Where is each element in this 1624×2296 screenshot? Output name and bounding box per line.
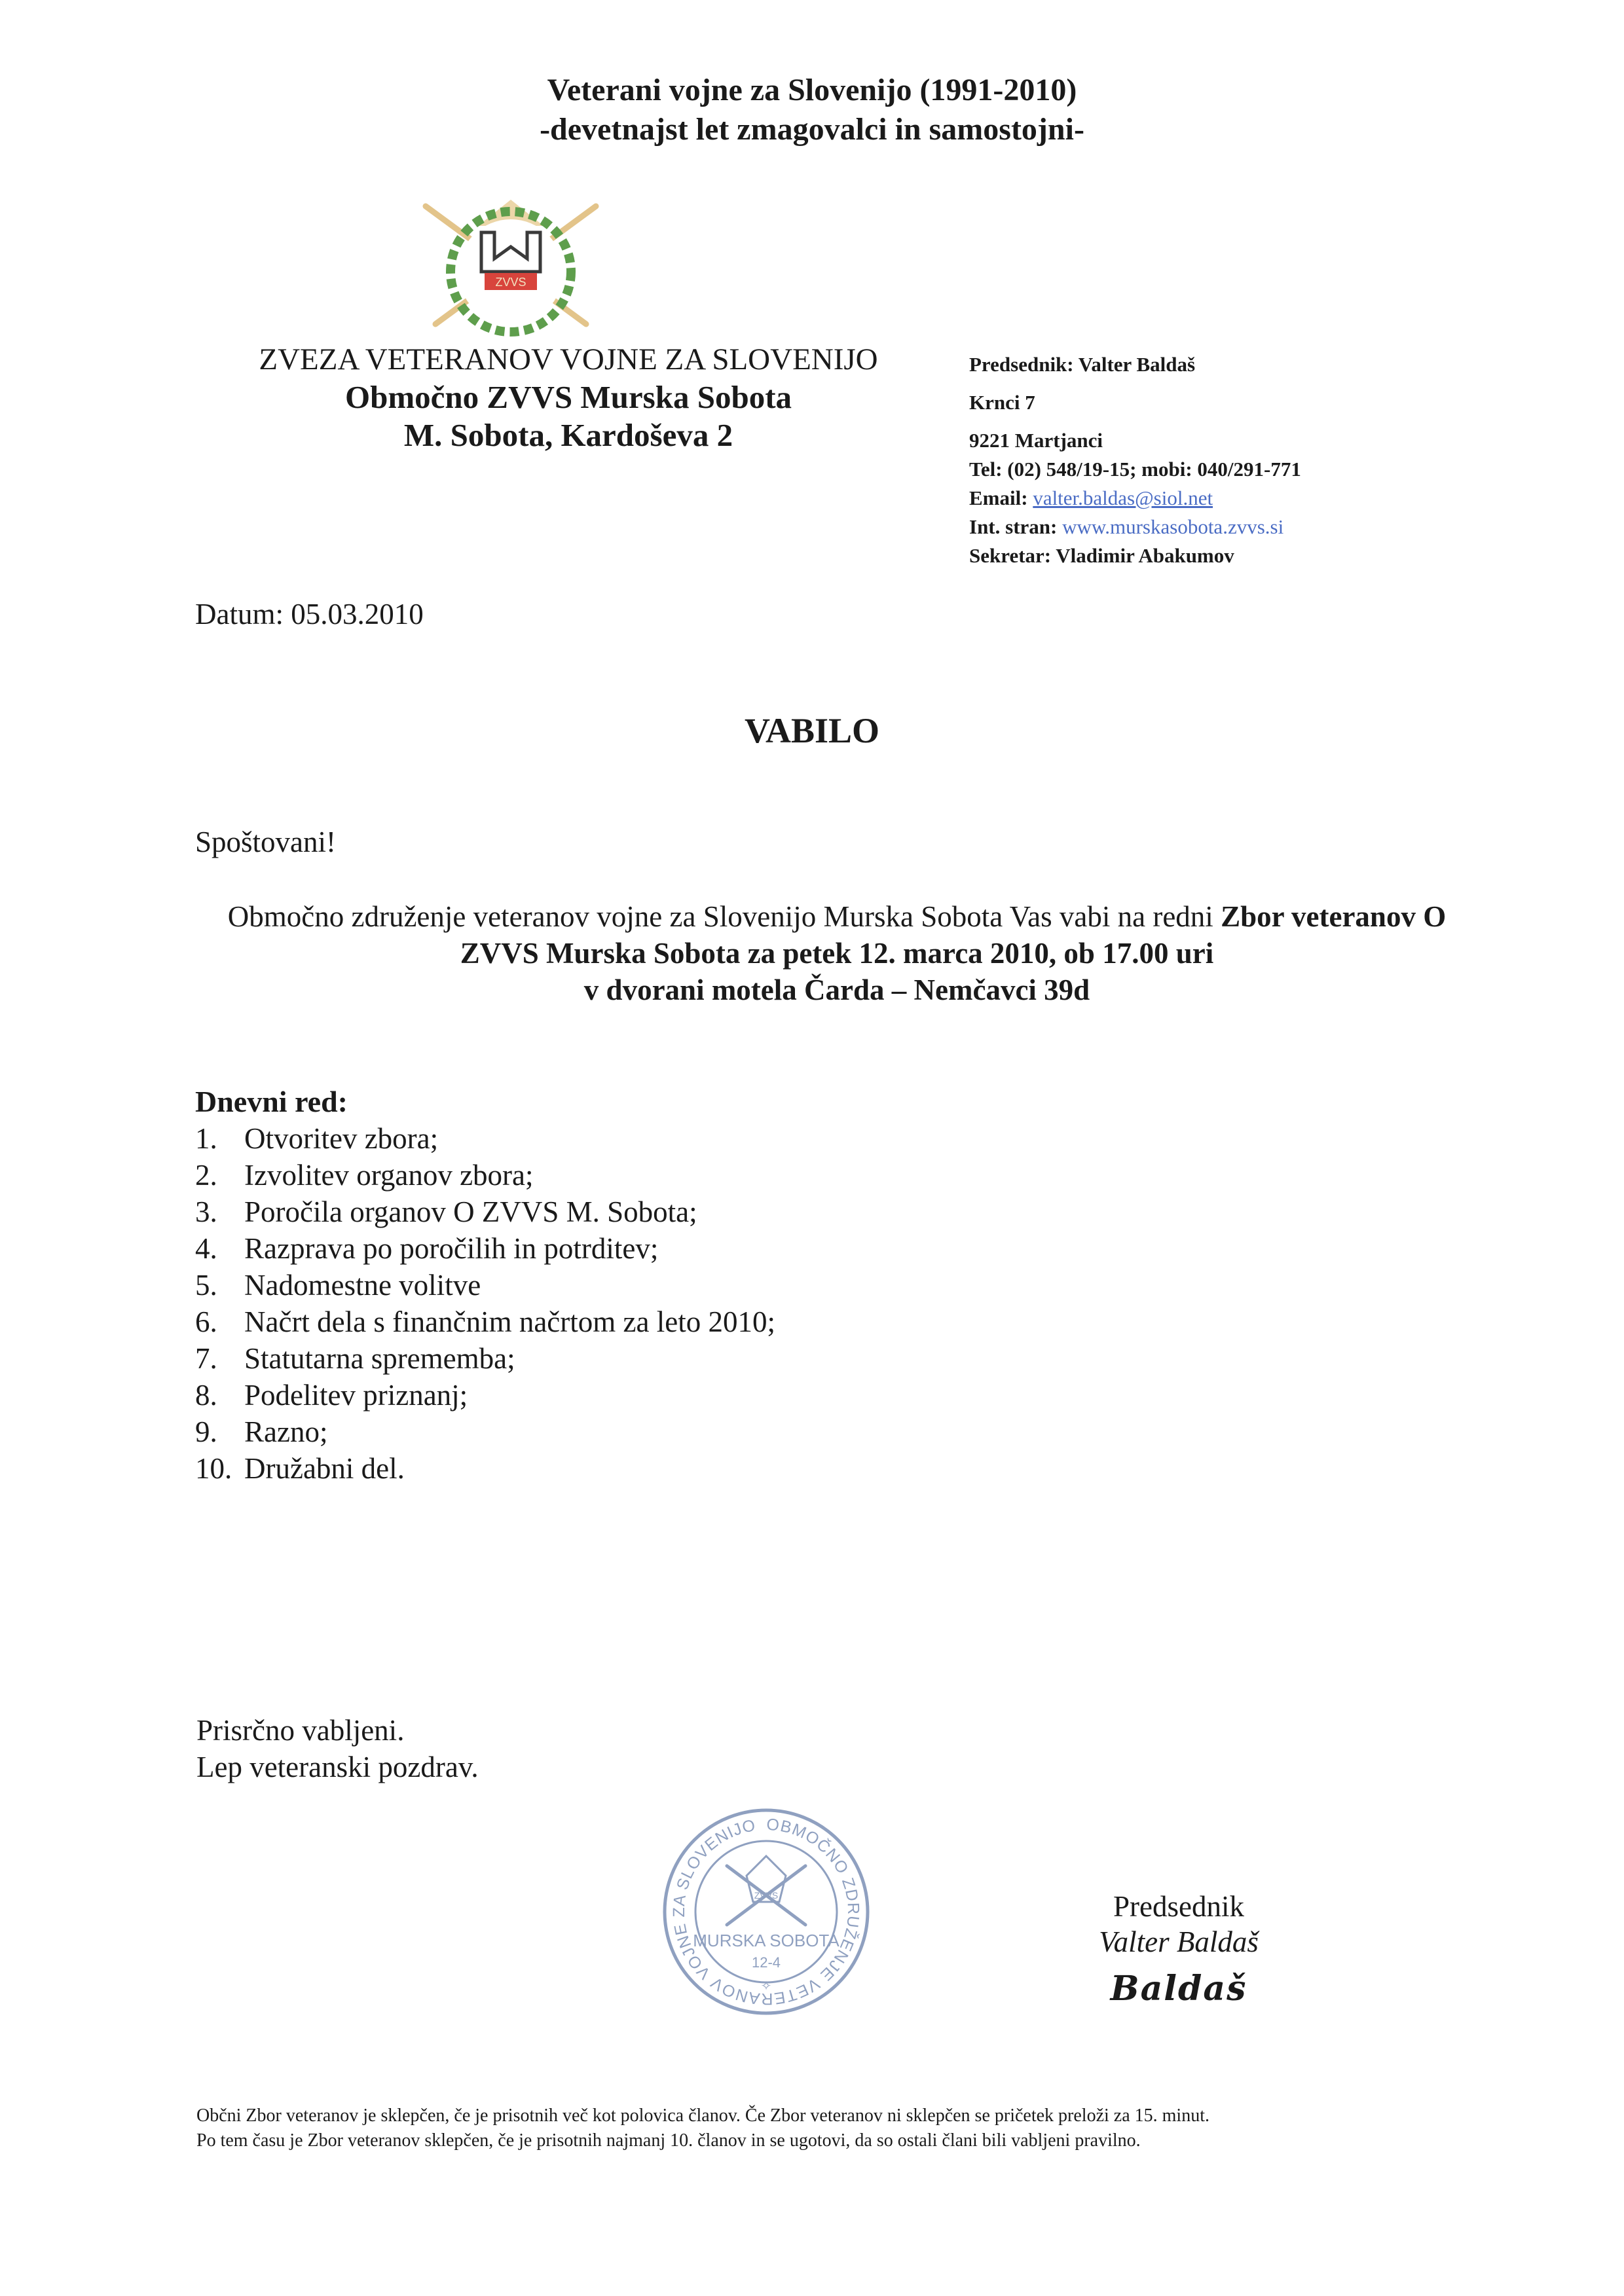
agenda-item-number: 10. (195, 1452, 232, 1485)
letter-header (0, 71, 1624, 149)
agenda-item (195, 1120, 1177, 1157)
agenda-list (195, 1120, 1177, 1487)
invitation-paragraph (195, 898, 1479, 1008)
agenda-item (195, 1267, 1177, 1303)
stamp-ring-text: OBMOČNO ZDRUŽENJE VETERANOV VOJNE ZA SLOVENIJO (669, 1815, 863, 2009)
web-label: Int. stran: (969, 515, 1063, 538)
agenda-item-number: 8. (195, 1379, 217, 1412)
intro-text: Območno združenje veteranov vojne za Slovenijo Murska Sobota Vas vabi na redni (227, 900, 1221, 933)
city-line: 9221 Martjanci (969, 429, 1103, 452)
agenda-item-number: 4. (195, 1232, 217, 1265)
letter-date: Datum: 05.03.2010 (195, 598, 424, 630)
agenda-title: Dnevni red: (195, 1085, 348, 1118)
president-line: Predsednik: Valter Baldaš (969, 353, 1196, 376)
signature-name: Valter Baldaš (1099, 1925, 1259, 1958)
organization-block (195, 340, 942, 454)
agenda-item (195, 1230, 1177, 1267)
agenda-item-text: Poročila organov O ZVVS M. Sobota; (244, 1195, 697, 1228)
signature-block (1080, 1889, 1277, 2007)
organization-branch: Območno ZVVS Murska Sobota (344, 379, 792, 415)
agenda-item-text: Otvoritev zbora; (244, 1122, 439, 1155)
organization-address: M. Sobota, Kardoševa 2 (403, 417, 733, 453)
zvvs-emblem-logo (413, 187, 609, 340)
footer-line-2: Po tem času je Zbor veteranov sklepčen, če je prisotnih najmanj 10. članov in se ugotovi, da so ostali člani bili vabljeni pravilno. (196, 2130, 1141, 2151)
stamp-badge-text: ZVVS (754, 1890, 779, 1901)
closing-line-1: Prisrčno vabljeni. (196, 1714, 405, 1747)
handwritten-signature: Baldaš (1110, 1969, 1247, 2009)
agenda-item-text: Razprava po poročilih in potrditev; (244, 1232, 659, 1265)
stamp-star-icon: ✧ (760, 1978, 772, 1994)
agenda-item-text: Razno; (244, 1415, 328, 1448)
organization-name: ZVEZA VETERANOV VOJNE ZA SLOVENIJO (259, 342, 878, 376)
agenda-item (195, 1194, 1177, 1230)
agenda-item (195, 1413, 1177, 1450)
agenda-item-text: Družabni del. (244, 1452, 405, 1485)
agenda-item (195, 1450, 1177, 1487)
header-line-2: -devetnajst let zmagovalci in samostojni- (540, 112, 1084, 147)
street-line: Krnci 7 (969, 391, 1035, 414)
agenda-item-number: 9. (195, 1415, 217, 1448)
agenda-item (195, 1377, 1177, 1413)
email-label: Email: (969, 486, 1033, 509)
header-line-1: Veterani vojne za Slovenijo (1991-2010) (547, 73, 1077, 107)
email-link[interactable]: valter.baldas@siol.net (1033, 486, 1213, 509)
agenda-item-text: Nadomestne volitve (244, 1269, 481, 1302)
stamp-city-text: MURSKA SOBOTA (693, 1931, 840, 1950)
closing-line-2: Lep veteranski pozdrav. (196, 1751, 479, 1783)
email-line (969, 484, 1598, 513)
agenda-item-number: 2. (195, 1159, 217, 1192)
agenda-item-text: Statutarna sprememba; (244, 1342, 515, 1375)
agenda-item-text: Izvolitev organov zbora; (244, 1159, 534, 1192)
agenda-item (195, 1303, 1177, 1340)
agenda-item-number: 6. (195, 1305, 217, 1338)
secretary-line: Sekretar: Vladimir Abakumov (969, 544, 1234, 567)
agenda-section (195, 1084, 1177, 1487)
tel-line: Tel: (02) 548/19-15; mobi: 040/291-771 (969, 458, 1301, 481)
letter-title: VABILO (744, 711, 880, 750)
agenda-item-number: 5. (195, 1269, 217, 1302)
agenda-item-number: 1. (195, 1122, 217, 1155)
agenda-item (195, 1157, 1177, 1194)
agenda-item-number: 7. (195, 1342, 217, 1375)
agenda-item-text: Načrt dela s finančnim načrtom za leto 2010; (244, 1305, 775, 1338)
logo-badge-text: ZVVS (495, 276, 526, 289)
contact-block (969, 350, 1598, 570)
web-line (969, 513, 1598, 541)
closing-block (196, 1712, 479, 1785)
agenda-item-number: 3. (195, 1195, 217, 1228)
footer-note (196, 2104, 1480, 2153)
intro-event-details: Zbor veteranov O ZVVS Murska Sobota za petek 12. marca 2010, ob 17.00 uri (460, 900, 1447, 970)
stamp-number-text: 12-4 (751, 1954, 781, 1971)
agenda-item (195, 1340, 1177, 1377)
website-link[interactable]: www.murskasobota.zvvs.si (1062, 515, 1284, 538)
agenda-item-text: Podelitev priznanj; (244, 1379, 468, 1412)
official-stamp (658, 1804, 874, 2039)
footer-line-1: Občni Zbor veteranov je sklepčen, če je prisotnih več kot polovica članov. Če Zbor veteranov ni sklepčen se pričetek preloži za 15. minut. (196, 2105, 1209, 2126)
greeting: Spoštovani! (195, 826, 337, 858)
signature-role: Predsednik (1113, 1890, 1244, 1923)
intro-venue: v dvorani motela Čarda – Nemčavci 39d (583, 974, 1090, 1006)
